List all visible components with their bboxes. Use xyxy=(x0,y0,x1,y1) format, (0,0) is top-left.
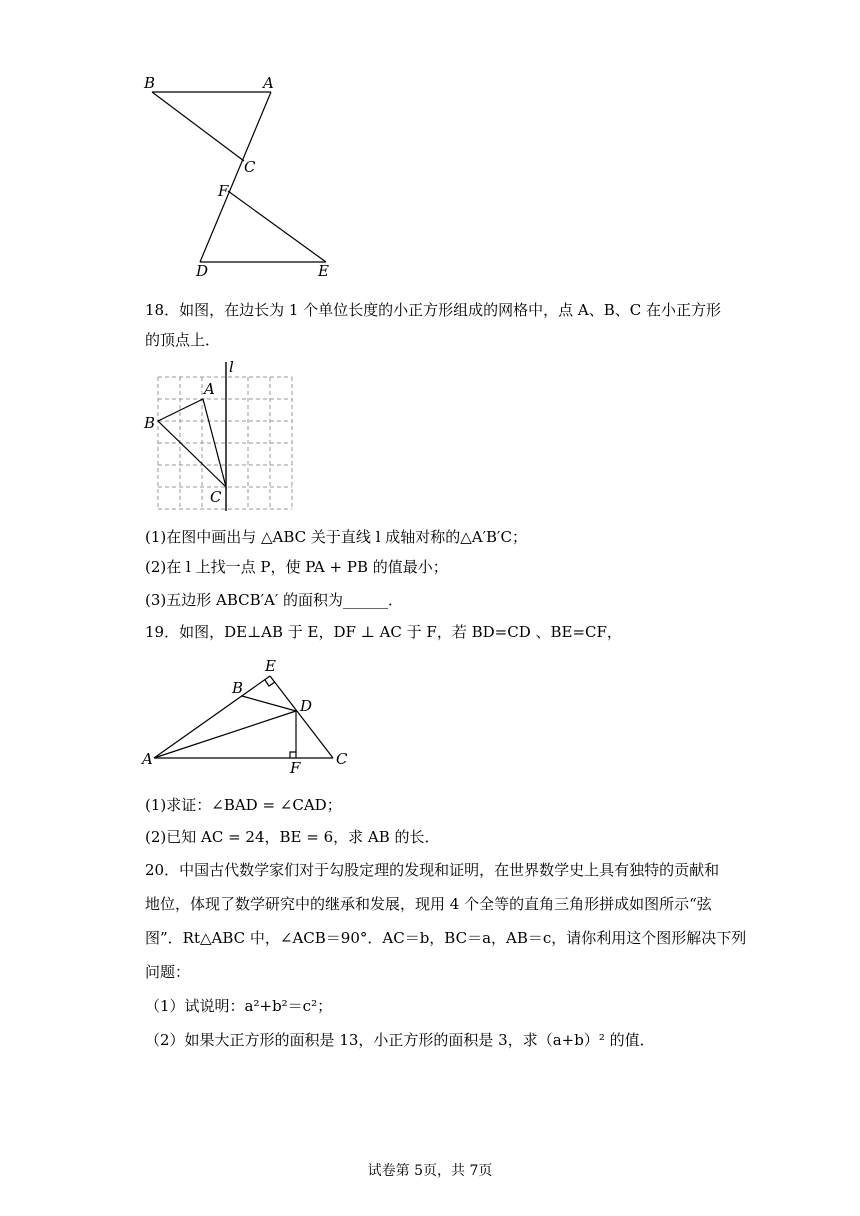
right-angle-mark-F xyxy=(290,752,296,758)
figure-q17 xyxy=(140,70,340,285)
page-footer: 试卷第 5页，共 7页 xyxy=(367,1163,493,1179)
segment-AE xyxy=(154,676,270,758)
grid-lines xyxy=(158,377,292,509)
q20-line1: 20．中国古代数学家们对于勾股定理的发现和证明，在世界数学史上具有独特的贡献和 xyxy=(145,861,720,879)
label-C: C xyxy=(244,158,256,176)
segment-AD xyxy=(154,711,296,758)
label-B: B xyxy=(232,679,244,697)
q20-part2: （2）如果大正方形的面积是 13，小正方形的面积是 3，求（a+b）² 的值． xyxy=(145,1031,655,1049)
figure-q19 xyxy=(140,655,355,775)
q19-part2: (2)已知 AC = 24，BE = 6，求 AB 的长． xyxy=(145,828,440,846)
q20-line3: 图”．Rt△ABC 中，∠ACB＝90°．AC＝b，BC＝a，AB＝c，请你利用这个图形解决下列 xyxy=(145,929,747,947)
label-F: F xyxy=(218,182,229,200)
label-D: D xyxy=(300,697,313,715)
segment-FE xyxy=(228,191,326,262)
label-D: D xyxy=(196,262,209,280)
label-l: l xyxy=(229,358,234,376)
label-A: A xyxy=(263,74,274,92)
label-A: A xyxy=(142,750,153,768)
q18-part2: (2)在 l 上找一点 P，使 PA + PB 的值最小； xyxy=(145,558,448,576)
figure-q18-grid xyxy=(140,358,300,513)
label-C: C xyxy=(210,488,222,506)
label-B: B xyxy=(144,414,156,432)
label-A: A xyxy=(204,380,215,398)
label-E: E xyxy=(318,262,329,280)
segment-BD xyxy=(242,696,296,711)
q19-part1: (1)求证：∠BAD = ∠CAD； xyxy=(145,796,342,814)
label-E: E xyxy=(265,657,276,675)
q20-line4: 问题： xyxy=(145,963,191,981)
label-B: B xyxy=(144,74,156,92)
label-F: F xyxy=(290,759,301,775)
q20-part1: （1）试说明：a²+b²＝c²； xyxy=(145,997,333,1015)
q18-part1: (1)在图中画出与 △ABC 关于直线 l 成轴对称的△A′B′C； xyxy=(145,528,527,546)
segment-AD xyxy=(200,92,271,262)
q19-stem: 19．如图，DE⊥AB 于 E，DF ⊥ AC 于 F，若 BD=CD 、BE=CF， xyxy=(145,623,622,641)
q20-line2: 地位，体现了数学研究中的继承和发展，现用 4 个全等的直角三角形拼成如图所示“弦 xyxy=(145,895,712,913)
q18-part3: (3)五边形 ABCB′A′ 的面积为______． xyxy=(145,591,404,609)
segment-BC xyxy=(152,92,244,161)
q18-stem-line1: 18．如图，在边长为 1 个单位长度的小正方形组成的网格中，点 A、B、C 在小正方形 xyxy=(145,301,722,319)
label-C: C xyxy=(336,750,348,768)
q18-stem-line2: 的顶点上． xyxy=(145,331,221,349)
